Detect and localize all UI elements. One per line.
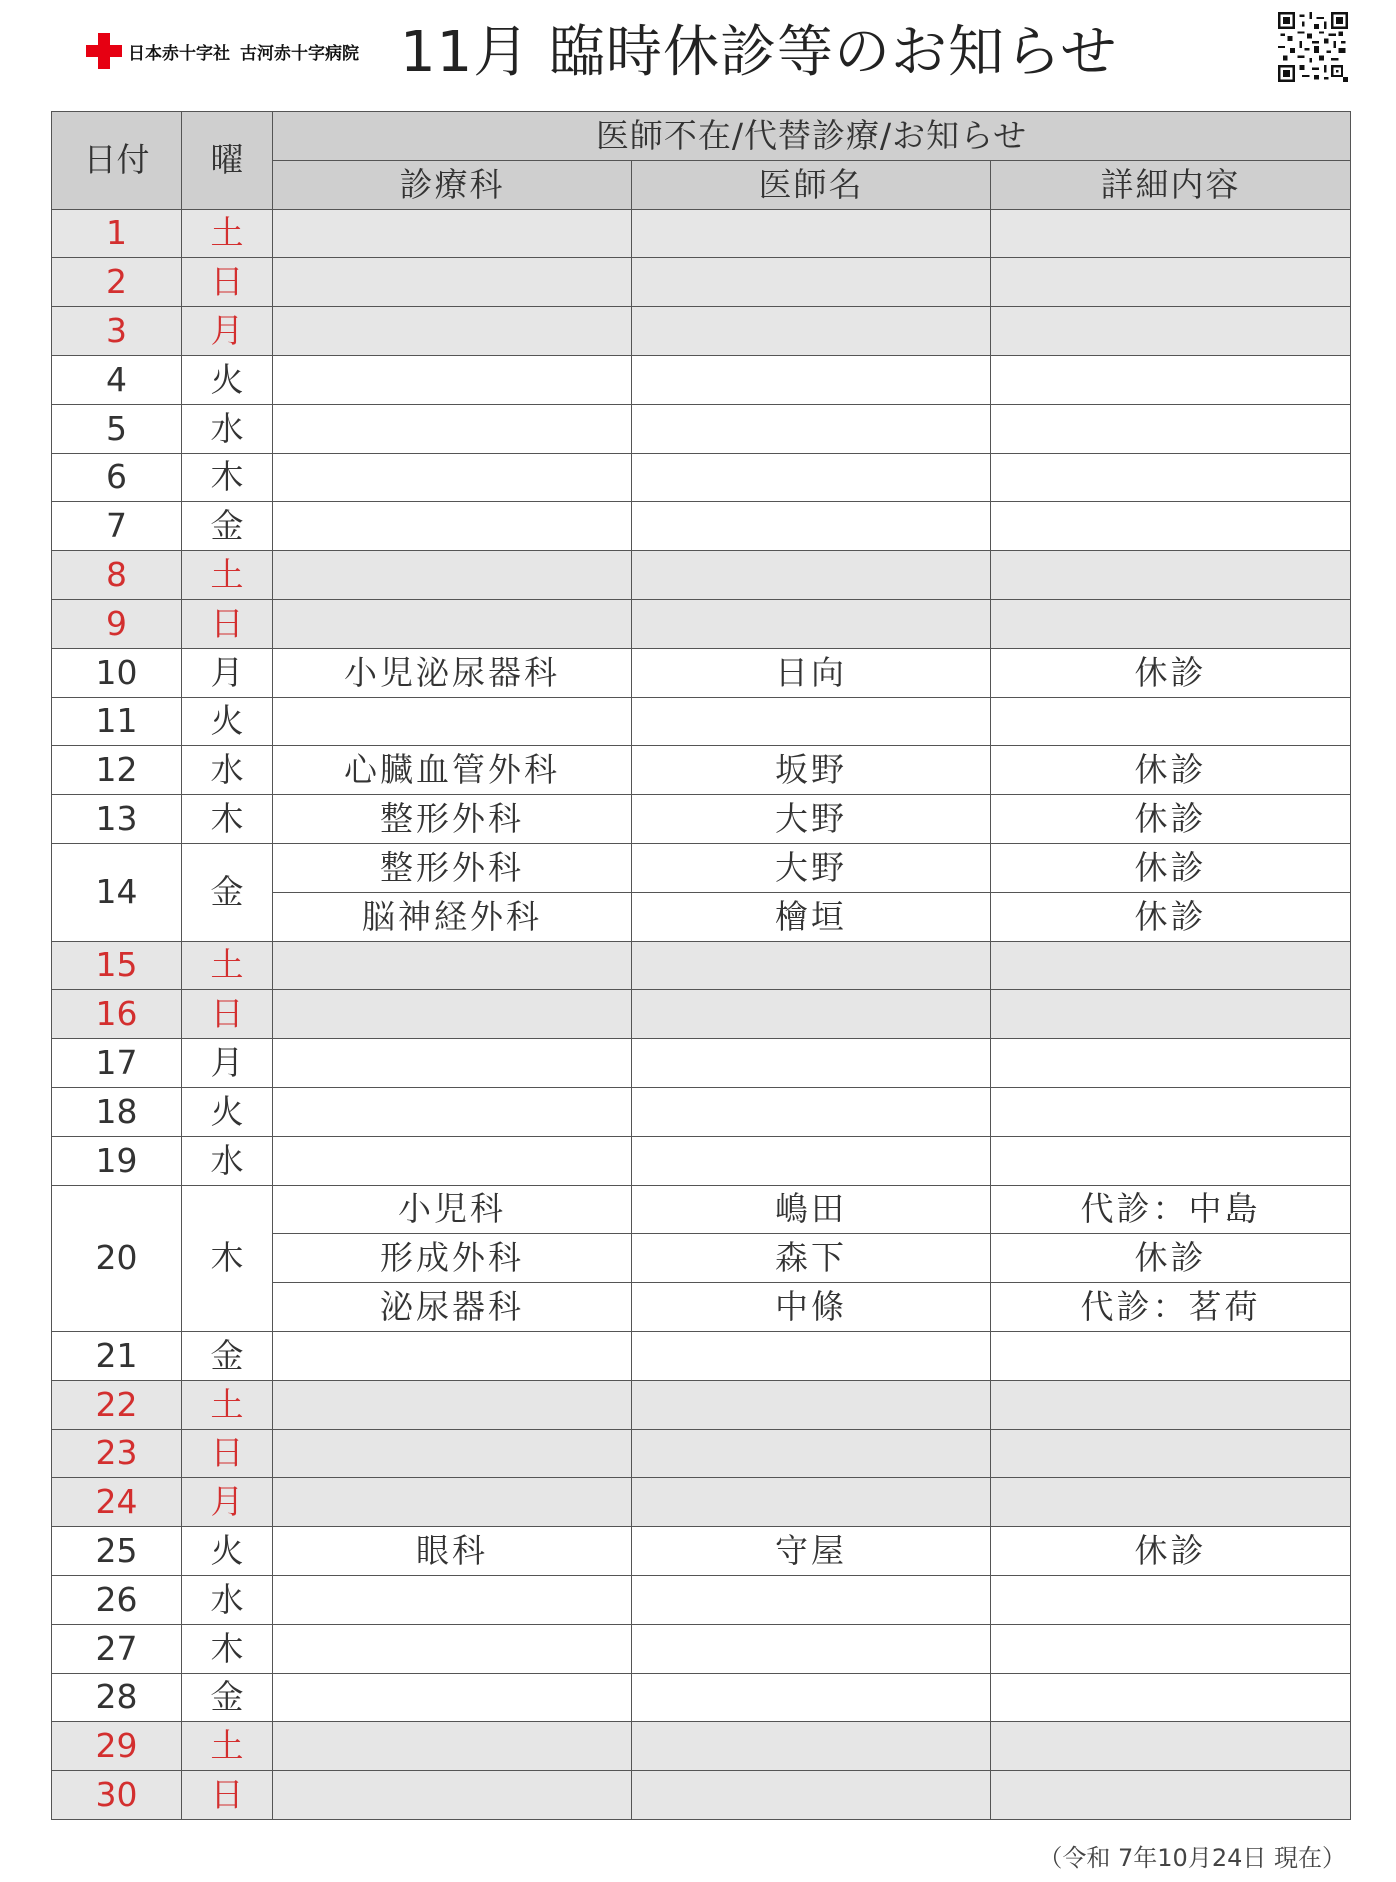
detail-cell: 休診 bbox=[991, 795, 1351, 844]
weekday-cell: 土 bbox=[182, 1380, 273, 1429]
date-cell: 6 bbox=[52, 453, 182, 502]
department-cell: 小児泌尿器科 bbox=[273, 648, 632, 697]
org-name: 日本赤十字社 bbox=[128, 43, 230, 64]
date-cell: 18 bbox=[52, 1087, 182, 1136]
department-cell bbox=[273, 697, 632, 746]
date-cell: 17 bbox=[52, 1039, 182, 1088]
weekday-cell: 金 bbox=[182, 502, 273, 551]
date-cell: 7 bbox=[52, 502, 182, 551]
date-cell: 8 bbox=[52, 551, 182, 600]
weekday-cell: 土 bbox=[182, 209, 273, 258]
detail-cell bbox=[991, 697, 1351, 746]
doctor-cell: 坂野 bbox=[632, 746, 991, 795]
date-cell: 30 bbox=[52, 1771, 182, 1820]
weekday-cell: 月 bbox=[182, 307, 273, 356]
doctor-cell bbox=[632, 502, 991, 551]
department-cell bbox=[273, 599, 632, 648]
department-cell bbox=[273, 1478, 632, 1527]
table-row bbox=[52, 355, 1351, 404]
department-cell bbox=[273, 1673, 632, 1722]
date-cell: 23 bbox=[52, 1429, 182, 1478]
detail-cell: 休診 bbox=[991, 1234, 1351, 1283]
page-header bbox=[0, 0, 1396, 100]
weekday-cell: 火 bbox=[182, 1527, 273, 1576]
department-cell bbox=[273, 1575, 632, 1624]
table-row bbox=[52, 1575, 1351, 1624]
hospital-logo bbox=[86, 36, 369, 66]
department-cell bbox=[273, 1331, 632, 1380]
weekday-cell: 金 bbox=[182, 843, 273, 941]
table-row bbox=[52, 795, 1351, 844]
department-cell bbox=[273, 1429, 632, 1478]
doctor-cell: 森下 bbox=[632, 1234, 991, 1283]
doctor-cell bbox=[632, 599, 991, 648]
weekday-cell: 日 bbox=[182, 1771, 273, 1820]
table-row bbox=[52, 1380, 1351, 1429]
doctor-cell bbox=[632, 1136, 991, 1185]
doctor-cell bbox=[632, 1673, 991, 1722]
department-cell: 眼科 bbox=[273, 1527, 632, 1576]
doctor-cell bbox=[632, 1575, 991, 1624]
department-cell bbox=[273, 1380, 632, 1429]
weekday-cell: 水 bbox=[182, 1136, 273, 1185]
table-row bbox=[52, 1624, 1351, 1673]
table-row bbox=[52, 1673, 1351, 1722]
weekday-cell: 月 bbox=[182, 1478, 273, 1527]
table-row bbox=[52, 307, 1351, 356]
doctor-cell bbox=[632, 1331, 991, 1380]
doctor-cell bbox=[632, 1380, 991, 1429]
as-of-date: （令和 7年10月24日 現在） bbox=[1038, 1844, 1346, 1872]
doctor-cell: 日向 bbox=[632, 648, 991, 697]
doctor-cell bbox=[632, 1624, 991, 1673]
date-cell: 15 bbox=[52, 941, 182, 990]
table-row bbox=[52, 453, 1351, 502]
table-row bbox=[52, 941, 1351, 990]
weekday-cell: 木 bbox=[182, 1624, 273, 1673]
detail-cell bbox=[991, 1624, 1351, 1673]
department-cell bbox=[273, 502, 632, 551]
department-cell bbox=[273, 1039, 632, 1088]
table-row bbox=[52, 599, 1351, 648]
date-cell: 5 bbox=[52, 404, 182, 453]
date-cell: 4 bbox=[52, 355, 182, 404]
weekday-cell: 火 bbox=[182, 1087, 273, 1136]
department-cell: 整形外科 bbox=[273, 843, 632, 892]
doctor-cell: 中條 bbox=[632, 1283, 991, 1332]
department-cell bbox=[273, 1087, 632, 1136]
department-cell: 小児科 bbox=[273, 1185, 632, 1234]
doctor-cell bbox=[632, 1039, 991, 1088]
doctor-cell bbox=[632, 551, 991, 600]
schedule-table bbox=[51, 111, 1351, 1820]
doctor-cell bbox=[632, 453, 991, 502]
date-cell: 12 bbox=[52, 746, 182, 795]
department-cell bbox=[273, 1771, 632, 1820]
detail-cell bbox=[991, 209, 1351, 258]
weekday-cell: 水 bbox=[182, 404, 273, 453]
qr-code-icon[interactable] bbox=[1278, 12, 1348, 82]
doctor-cell bbox=[632, 697, 991, 746]
date-cell: 24 bbox=[52, 1478, 182, 1527]
weekday-cell: 日 bbox=[182, 599, 273, 648]
weekday-cell: 金 bbox=[182, 1331, 273, 1380]
detail-cell bbox=[991, 1136, 1351, 1185]
doctor-cell: 守屋 bbox=[632, 1527, 991, 1576]
header-detail: 詳細内容 bbox=[991, 160, 1351, 209]
header-group: 医師不在/代替診療/お知らせ bbox=[273, 112, 1351, 161]
detail-cell bbox=[991, 355, 1351, 404]
doctor-cell bbox=[632, 990, 991, 1039]
department-cell bbox=[273, 1722, 632, 1771]
doctor-cell: 大野 bbox=[632, 795, 991, 844]
detail-cell: 休診 bbox=[991, 1527, 1351, 1576]
table-row bbox=[52, 1527, 1351, 1576]
header-row bbox=[52, 112, 1351, 161]
department-cell bbox=[273, 1624, 632, 1673]
date-cell: 27 bbox=[52, 1624, 182, 1673]
department-cell bbox=[273, 453, 632, 502]
table-row bbox=[52, 990, 1351, 1039]
weekday-cell: 月 bbox=[182, 648, 273, 697]
weekday-cell: 金 bbox=[182, 1673, 273, 1722]
table-row bbox=[52, 843, 1351, 892]
table-row bbox=[52, 404, 1351, 453]
doctor-cell: 嶋田 bbox=[632, 1185, 991, 1234]
table-row bbox=[52, 1185, 1351, 1234]
table-row bbox=[52, 1039, 1351, 1088]
doctor-cell: 檜垣 bbox=[632, 892, 991, 941]
weekday-cell: 日 bbox=[182, 258, 273, 307]
hospital-name: 古河赤十字病院 bbox=[240, 43, 359, 64]
table-row bbox=[52, 1429, 1351, 1478]
weekday-cell: 火 bbox=[182, 355, 273, 404]
header-doctor: 医師名 bbox=[632, 160, 991, 209]
doctor-cell bbox=[632, 307, 991, 356]
date-cell: 19 bbox=[52, 1136, 182, 1185]
date-cell: 10 bbox=[52, 648, 182, 697]
date-cell: 26 bbox=[52, 1575, 182, 1624]
weekday-cell: 土 bbox=[182, 1722, 273, 1771]
date-cell: 13 bbox=[52, 795, 182, 844]
weekday-cell: 木 bbox=[182, 795, 273, 844]
doctor-cell: 大野 bbox=[632, 843, 991, 892]
detail-cell bbox=[991, 1039, 1351, 1088]
department-cell: 心臓血管外科 bbox=[273, 746, 632, 795]
detail-cell bbox=[991, 1722, 1351, 1771]
table-row bbox=[52, 1136, 1351, 1185]
weekday-cell: 木 bbox=[182, 453, 273, 502]
header-department: 診療科 bbox=[273, 160, 632, 209]
doctor-cell bbox=[632, 1722, 991, 1771]
detail-cell bbox=[991, 1673, 1351, 1722]
doctor-cell bbox=[632, 258, 991, 307]
detail-cell bbox=[991, 941, 1351, 990]
table-row bbox=[52, 1771, 1351, 1820]
detail-cell bbox=[991, 1478, 1351, 1527]
table-row bbox=[52, 1331, 1351, 1380]
doctor-cell bbox=[632, 404, 991, 453]
detail-cell: 休診 bbox=[991, 746, 1351, 795]
detail-cell bbox=[991, 502, 1351, 551]
weekday-cell: 火 bbox=[182, 697, 273, 746]
detail-cell bbox=[991, 599, 1351, 648]
department-cell bbox=[273, 551, 632, 600]
weekday-cell: 水 bbox=[182, 746, 273, 795]
table-row bbox=[52, 1087, 1351, 1136]
detail-cell: 休診 bbox=[991, 843, 1351, 892]
department-cell: 脳神経外科 bbox=[273, 892, 632, 941]
table-row bbox=[52, 209, 1351, 258]
date-cell: 14 bbox=[52, 843, 182, 941]
department-cell bbox=[273, 307, 632, 356]
date-cell: 22 bbox=[52, 1380, 182, 1429]
page-title: 11月 臨時休診等のお知らせ bbox=[400, 20, 1118, 85]
detail-cell bbox=[991, 1380, 1351, 1429]
department-cell: 形成外科 bbox=[273, 1234, 632, 1283]
doctor-cell bbox=[632, 1478, 991, 1527]
table-row bbox=[52, 697, 1351, 746]
table-row bbox=[52, 258, 1351, 307]
logo-text bbox=[128, 39, 369, 64]
detail-cell bbox=[991, 453, 1351, 502]
date-cell: 9 bbox=[52, 599, 182, 648]
weekday-cell: 水 bbox=[182, 1575, 273, 1624]
weekday-cell: 日 bbox=[182, 1429, 273, 1478]
department-cell: 整形外科 bbox=[273, 795, 632, 844]
detail-cell bbox=[991, 1429, 1351, 1478]
date-cell: 16 bbox=[52, 990, 182, 1039]
doctor-cell bbox=[632, 1087, 991, 1136]
weekday-cell: 土 bbox=[182, 941, 273, 990]
weekday-cell: 日 bbox=[182, 990, 273, 1039]
date-cell: 21 bbox=[52, 1331, 182, 1380]
detail-cell bbox=[991, 1575, 1351, 1624]
weekday-cell: 月 bbox=[182, 1039, 273, 1088]
detail-cell bbox=[991, 1771, 1351, 1820]
table-row bbox=[52, 1722, 1351, 1771]
table-row bbox=[52, 502, 1351, 551]
date-cell: 25 bbox=[52, 1527, 182, 1576]
department-cell: 泌尿器科 bbox=[273, 1283, 632, 1332]
department-cell bbox=[273, 941, 632, 990]
detail-cell: 代診：茗荷 bbox=[991, 1283, 1351, 1332]
department-cell bbox=[273, 1136, 632, 1185]
date-cell: 2 bbox=[52, 258, 182, 307]
doctor-cell bbox=[632, 209, 991, 258]
doctor-cell bbox=[632, 1771, 991, 1820]
department-cell bbox=[273, 404, 632, 453]
detail-cell bbox=[991, 551, 1351, 600]
red-cross-icon bbox=[86, 33, 122, 69]
doctor-cell bbox=[632, 941, 991, 990]
doctor-cell bbox=[632, 1429, 991, 1478]
table-row bbox=[52, 746, 1351, 795]
detail-cell bbox=[991, 307, 1351, 356]
weekday-cell: 木 bbox=[182, 1185, 273, 1331]
date-cell: 3 bbox=[52, 307, 182, 356]
date-cell: 1 bbox=[52, 209, 182, 258]
detail-cell: 休診 bbox=[991, 648, 1351, 697]
weekday-cell: 土 bbox=[182, 551, 273, 600]
detail-cell bbox=[991, 404, 1351, 453]
date-cell: 20 bbox=[52, 1185, 182, 1331]
department-cell bbox=[273, 990, 632, 1039]
table-row bbox=[52, 648, 1351, 697]
header-date: 日付 bbox=[52, 112, 182, 210]
table-row bbox=[52, 551, 1351, 600]
detail-cell: 代診：中島 bbox=[991, 1185, 1351, 1234]
department-cell bbox=[273, 258, 632, 307]
table-row bbox=[52, 1478, 1351, 1527]
department-cell bbox=[273, 355, 632, 404]
detail-cell bbox=[991, 258, 1351, 307]
doctor-cell bbox=[632, 355, 991, 404]
date-cell: 11 bbox=[52, 697, 182, 746]
detail-cell bbox=[991, 990, 1351, 1039]
department-cell bbox=[273, 209, 632, 258]
date-cell: 29 bbox=[52, 1722, 182, 1771]
detail-cell bbox=[991, 1331, 1351, 1380]
header-dow: 曜 bbox=[182, 112, 273, 210]
detail-cell: 休診 bbox=[991, 892, 1351, 941]
date-cell: 28 bbox=[52, 1673, 182, 1722]
detail-cell bbox=[991, 1087, 1351, 1136]
